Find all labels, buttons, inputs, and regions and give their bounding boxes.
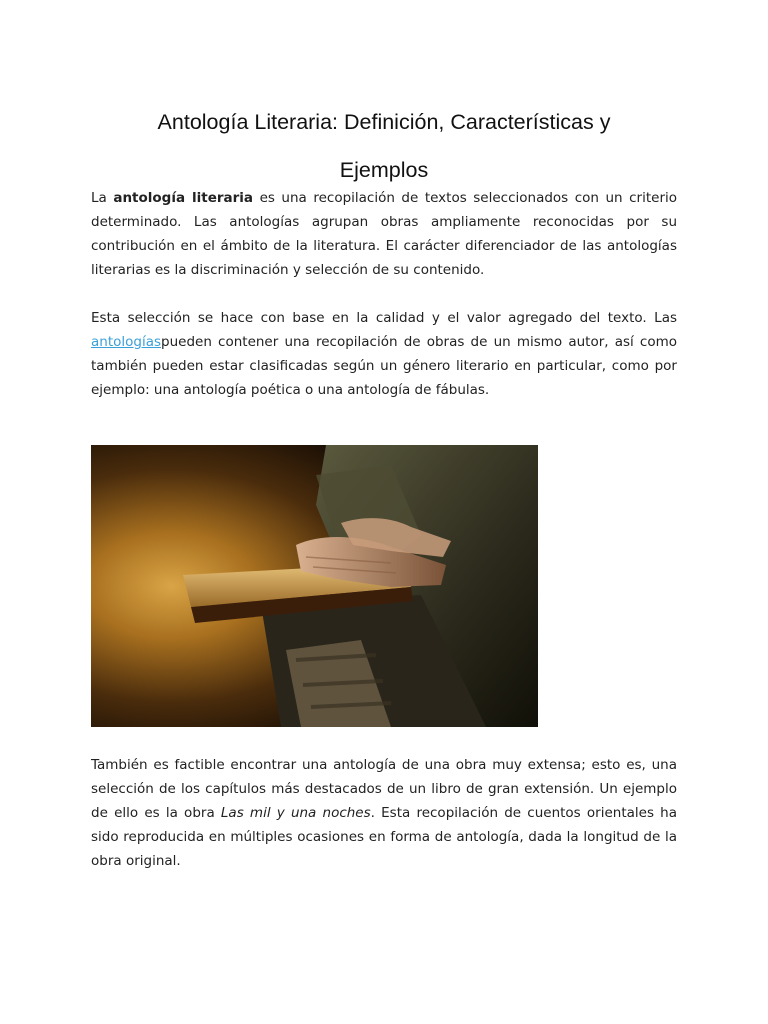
paragraph-definition bbox=[91, 186, 677, 282]
paragraph-selection bbox=[91, 306, 677, 402]
p2-text-start: Esta selección se hace con base en la calidad y el valor agregado del texto. Las bbox=[91, 310, 677, 326]
p2-text-end: pueden contener una recopilación de obras de un mismo autor, así como también pueden estar clasificadas según un género literario en particular, como por ejemplo: una antología poética o una antología de fábulas. bbox=[91, 334, 677, 398]
title-line-1: Antología Literaria: Definición, Características y bbox=[157, 110, 611, 134]
photo-illustration bbox=[91, 445, 538, 727]
p1-bold-term: antología literaria bbox=[113, 190, 254, 206]
p3-italic-title: Las mil y una noches bbox=[220, 805, 371, 821]
book-hands-photo bbox=[91, 445, 538, 727]
p3-text-start: También es factible encontrar una antología de una obra muy extensa; esto es, una selección de los capítulos más destacados de un libro de gran extensión. Un ejemplo de ello es la obra bbox=[91, 757, 677, 821]
title-line-2: Ejemplos bbox=[339, 158, 429, 182]
p3-text-end: . Esta recopilación de cuentos orientales ha sido reproducida en múltiples ocasiones en forma de antología, dada la longitud de la obra original. bbox=[91, 805, 677, 869]
p1-text-end: es una recopilación de textos seleccionados con un criterio determinado. Las antologías agrupan obras ampliamente reconocidas por su contribución en el ámbito de la literatura. El carácter diferenciador de las antologías literarias es la discriminación y selección de su contenido. bbox=[91, 190, 678, 278]
page-title bbox=[91, 98, 677, 194]
p1-text-start: La bbox=[91, 190, 114, 206]
paragraph-extension bbox=[91, 753, 677, 873]
antologias-link[interactable]: antologías bbox=[91, 334, 162, 350]
